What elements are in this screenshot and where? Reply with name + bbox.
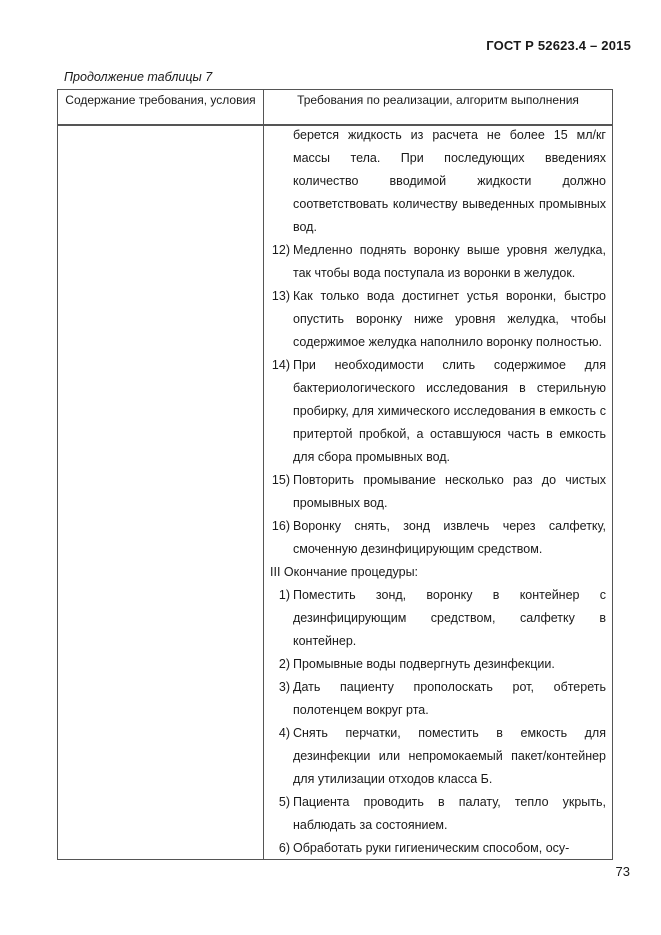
column-header-algorithm: Требования по реализации, алгоритм выполнения — [297, 93, 579, 107]
list-item — [270, 722, 606, 791]
page-number: 73 — [615, 864, 630, 879]
column-divider — [263, 90, 264, 859]
list-item — [270, 791, 606, 837]
list-item — [270, 469, 606, 515]
item-number: 2) — [278, 657, 290, 671]
item-number: 13) — [271, 289, 290, 303]
table-continuation-label: Продолжение таблицы 7 — [64, 70, 213, 84]
column-header-requirement: Содержание требования, условия — [65, 93, 256, 107]
list-item — [270, 837, 606, 860]
list-item — [270, 584, 606, 653]
item-number: 16) — [271, 519, 290, 533]
item-text: Воронку снять, зонд извлечь через салфетку, смоченную дезинфицирующим средством. — [293, 519, 606, 556]
item-text: Дать пациенту прополоскать рот, обтереть полотенцем вокруг рта. — [293, 680, 606, 717]
item-number: 5) — [278, 795, 290, 809]
item-text: Как только вода достигнет устья воронки, быстро опустить воронку ниже уровня желудка, чтобы содержимое желудка наполнило воронку полностью. — [293, 289, 606, 349]
item-text: При необходимости слить содержимое для бактериологического исследования в стерильную пробирку, для химического исследования в емкость с притертой пробкой, а оставшуюся часть в емкость для сбора промывных вод. — [293, 358, 606, 464]
item-number: 15) — [271, 473, 290, 487]
list-item — [270, 676, 606, 722]
item-text: Промывные воды подвергнуть дезинфекции. — [293, 657, 555, 671]
requirements-table — [57, 89, 613, 860]
table-header — [58, 90, 612, 126]
item-text: Обработать руки гигиеническим способом, осу- — [293, 841, 570, 855]
item-text: Поместить зонд, воронку в контейнер с дезинфицирующим средством, салфетку в контейнер. — [293, 588, 606, 648]
item-text: Повторить промывание несколько раз до чистых промывных вод. — [293, 473, 606, 510]
list-item — [270, 354, 606, 469]
item-number: 3) — [278, 680, 290, 694]
list-item — [270, 239, 606, 285]
item-text: Снять перчатки, поместить в емкость для дезинфекции или непромокаемый пакет/контейнер для утилизации отходов класса Б. — [293, 726, 606, 786]
item-text: Медленно поднять воронку выше уровня желудка, так чтобы вода поступала из воронки в желудок. — [293, 243, 606, 280]
continued-paragraph: берется жидкость из расчета не более 15 мл/кг массы тела. При последующих введениях количество вводимой жидкости должно соответствовать количеству выведенных промывных вод. — [293, 128, 606, 234]
document-code: ГОСТ Р 52623.4 – 2015 — [486, 38, 631, 53]
section-title: III Окончание процедуры: — [270, 565, 419, 579]
item-number: 4) — [278, 726, 290, 740]
item-number: 6) — [278, 841, 290, 855]
item-text: Пациента проводить в палату, тепло укрыть, наблюдать за состоянием. — [293, 795, 606, 832]
item-number: 1) — [278, 588, 290, 602]
item-number: 14) — [271, 358, 290, 372]
list-item — [270, 653, 606, 676]
algorithm-cell — [270, 124, 606, 860]
item-number: 12) — [271, 243, 290, 257]
list-item — [270, 515, 606, 561]
list-item — [270, 285, 606, 354]
